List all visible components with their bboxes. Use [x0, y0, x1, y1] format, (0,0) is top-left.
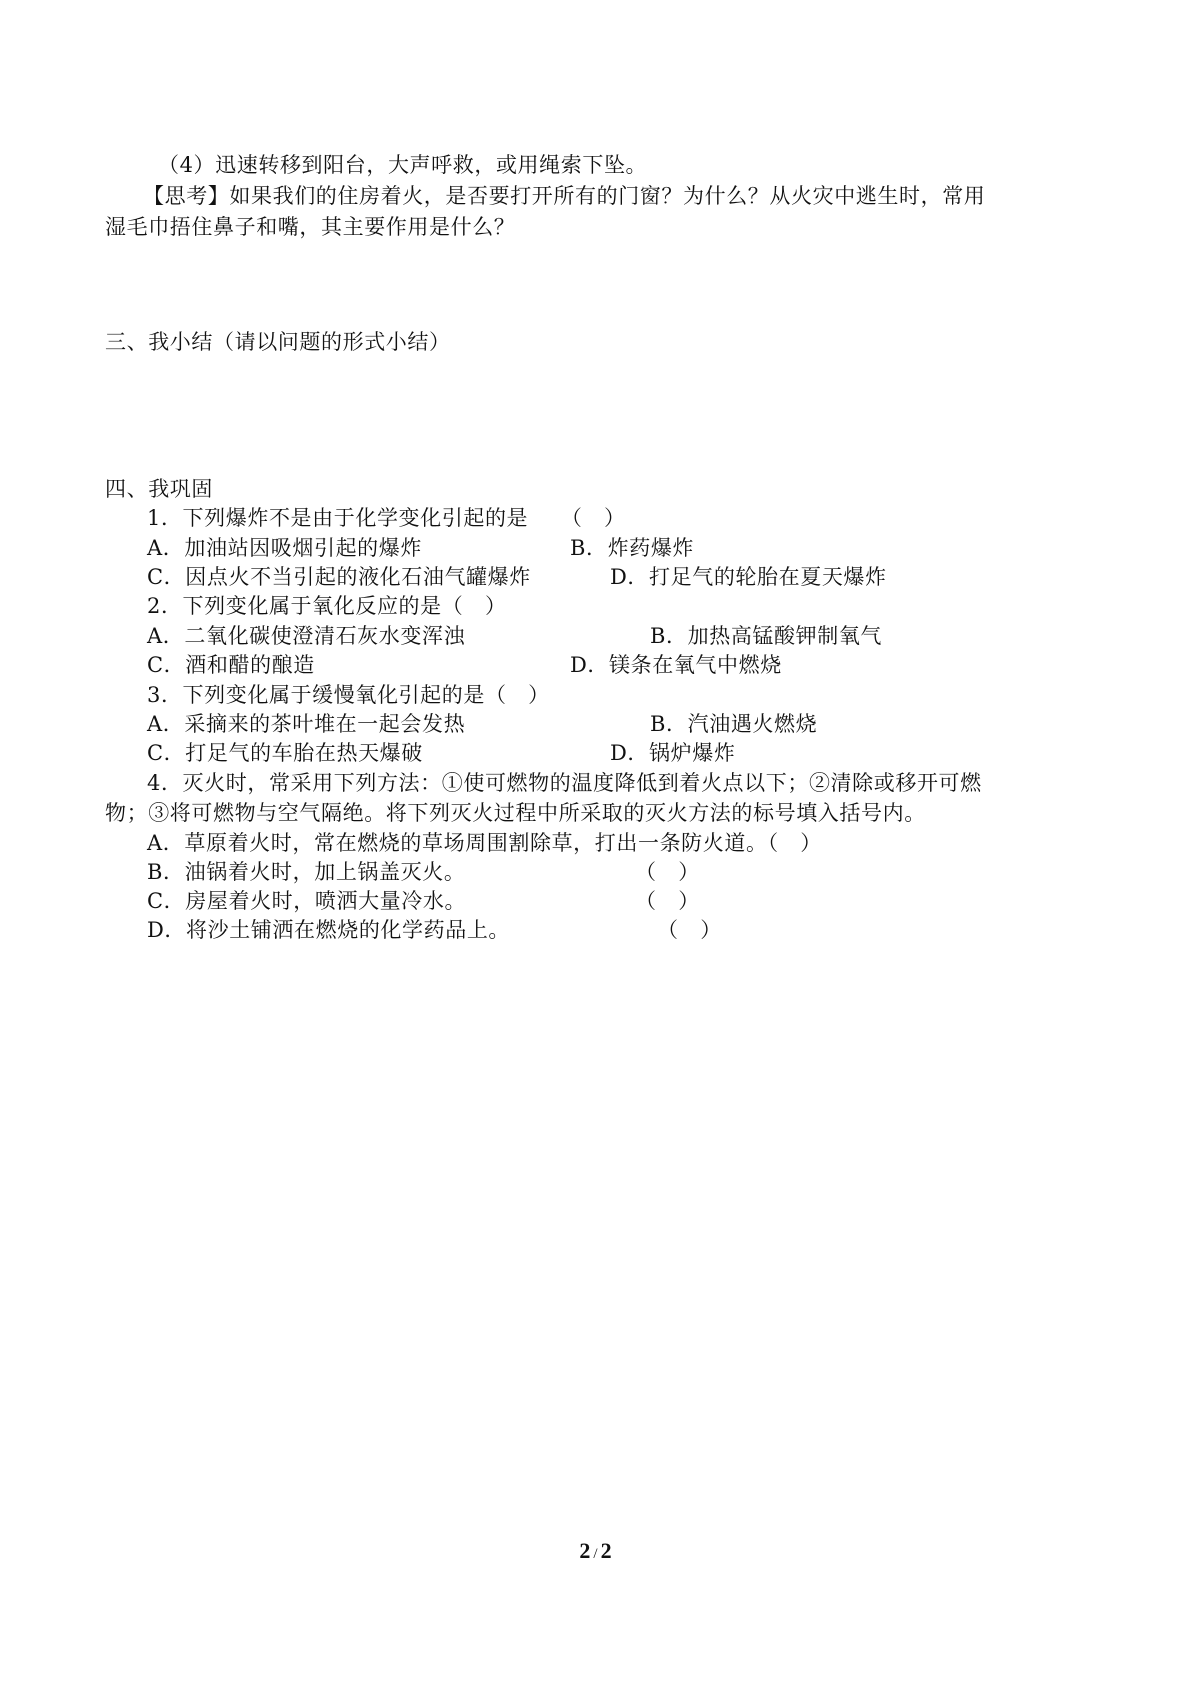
q4-item-b-blank: （ ） [635, 860, 700, 884]
page-number [0, 1538, 1191, 1564]
think-question-line-1: 【思考】如果我们的住房着火，是否要打开所有的门窗？为什么？从火灾中逃生时，常用 [143, 184, 986, 208]
page-current: 2 [579, 1538, 591, 1563]
section-4-heading: 四、我巩固 [105, 477, 213, 501]
think-question-line-2: 湿毛巾捂住鼻子和嘴，其主要作用是什么？ [105, 215, 516, 239]
q1-option-c: C．因点火不当引起的液化石油气罐爆炸 [147, 565, 531, 589]
q3-option-a: A．采摘来的茶叶堆在一起会发热 [147, 712, 466, 736]
q4-item-d-blank: （ ） [657, 918, 722, 942]
q1-stem: 1．下列爆炸不是由于化学变化引起的是 （ ） [147, 506, 626, 530]
q4-item-c: C．房屋着火时，喷洒大量冷水。 [147, 889, 467, 913]
q4-stem-line-1: 4．灭火时，常采用下列方法：①使可燃物的温度降低到着火点以下；②清除或移开可燃 [147, 771, 982, 795]
q4-item-a: A．草原着火时，常在燃烧的草场周围割除草，打出一条防火道。（ ） [147, 831, 822, 855]
page-separator: / [593, 1546, 598, 1562]
q1-option-b: B．炸药爆炸 [570, 536, 695, 560]
escape-item-4: （4）迅速转移到阳台，大声呼救，或用绳索下坠。 [158, 153, 648, 177]
q4-item-c-blank: （ ） [635, 889, 700, 913]
q2-option-b: B．加热高锰酸钾制氧气 [650, 624, 883, 648]
q4-stem-line-2: 物；③将可燃物与空气隔绝。将下列灭火过程中所采取的灭火方法的标号填入括号内。 [105, 801, 926, 825]
q4-item-d: D．将沙土铺洒在燃烧的化学药品上。 [147, 918, 511, 942]
q2-stem: 2．下列变化属于氧化反应的是（ ） [147, 594, 507, 618]
q3-option-d: D．锅炉爆炸 [610, 741, 736, 765]
q2-option-c: C．酒和醋的酿造 [147, 653, 315, 677]
q3-option-b: B．汽油遇火燃烧 [650, 712, 818, 736]
q1-option-a: A．加油站因吸烟引起的爆炸 [147, 536, 422, 560]
q4-item-b: B．油锅着火时，加上锅盖灭火。 [147, 860, 466, 884]
page-total: 2 [600, 1538, 612, 1563]
q1-option-d: D．打足气的轮胎在夏天爆炸 [610, 565, 887, 589]
section-3-heading: 三、我小结（请以问题的形式小结） [105, 330, 451, 354]
q2-option-d: D．镁条在氧气中燃烧 [570, 653, 782, 677]
q3-stem: 3．下列变化属于缓慢氧化引起的是（ ） [147, 683, 550, 707]
q2-option-a: A．二氧化碳使澄清石灰水变浑浊 [147, 624, 466, 648]
q3-option-c: C．打足气的车胎在热天爆破 [147, 741, 423, 765]
